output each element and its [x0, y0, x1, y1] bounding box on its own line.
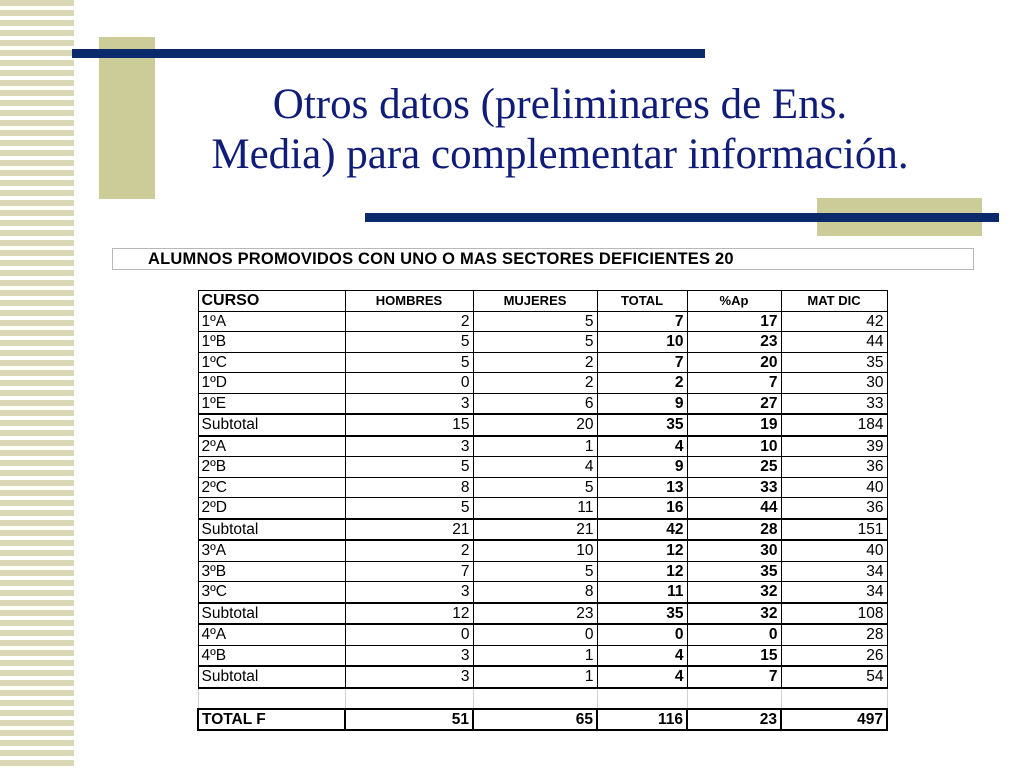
cell-ap: 15: [687, 645, 781, 666]
cell-total: 42: [597, 519, 687, 541]
cell-ap: 27: [687, 393, 781, 414]
cell-curso: [198, 688, 345, 709]
cell-matdic: 35: [781, 352, 887, 373]
table-row: [198, 624, 887, 645]
cell-total: 9: [597, 393, 687, 414]
cell-hombres: 3: [345, 666, 473, 688]
cell-mujeres: 2: [473, 373, 597, 394]
cell-hombres: 15: [345, 414, 473, 436]
cell-curso: Subtotal: [198, 603, 345, 625]
cell-mujeres: [473, 688, 597, 709]
cell-curso: 3ºB: [198, 561, 345, 582]
table-caption: [112, 248, 974, 270]
cell-mujeres: 10: [473, 540, 597, 561]
header-hombres: HOMBRES: [345, 291, 473, 312]
cell-hombres: 8: [345, 477, 473, 498]
cell-matdic: 36: [781, 498, 887, 519]
cell-matdic: 28: [781, 624, 887, 645]
cell-curso: 1ºA: [198, 311, 345, 332]
slide-title: [120, 80, 1000, 180]
cell-total: 4: [597, 436, 687, 457]
cell-curso: Subtotal: [198, 519, 345, 541]
subtotal-row: [198, 603, 887, 625]
cell-matdic: 40: [781, 477, 887, 498]
header-ap: %Ap: [687, 291, 781, 312]
cell-curso: Subtotal: [198, 414, 345, 436]
cell-mujeres: 5: [473, 332, 597, 353]
subtotal-row: [198, 666, 887, 688]
cell-hombres: 3: [345, 436, 473, 457]
cell-curso: 2ºA: [198, 436, 345, 457]
cell-total: [597, 688, 687, 709]
cell-hombres: 5: [345, 457, 473, 478]
cell-hombres: [345, 688, 473, 709]
slide-title-line2: Media) para complementar información.: [211, 131, 909, 178]
header-total: TOTAL: [597, 291, 687, 312]
cell-total: 10: [597, 332, 687, 353]
cell-hombres: 0: [345, 624, 473, 645]
cell-hombres: 0: [345, 373, 473, 394]
cell-mujeres: 1: [473, 645, 597, 666]
cell-ap: 7: [687, 666, 781, 688]
cell-matdic: 151: [781, 519, 887, 541]
cell-mujeres: 4: [473, 457, 597, 478]
cell-curso: 1ºC: [198, 352, 345, 373]
table-row: [198, 582, 887, 603]
slide-title-line1: Otros datos (preliminares de Ens.: [272, 81, 848, 128]
cell-total: 12: [597, 561, 687, 582]
decorative-stripes: [0, 0, 74, 768]
table-row: [198, 540, 887, 561]
cell-mujeres: 5: [473, 311, 597, 332]
cell-hombres: 3: [345, 582, 473, 603]
table-row: [198, 457, 887, 478]
cell-curso: 1ºD: [198, 373, 345, 394]
cell-ap: 35: [687, 561, 781, 582]
cell-ap: 23: [687, 332, 781, 353]
table-row: [198, 436, 887, 457]
cell-hombres: 51: [345, 709, 473, 731]
cell-matdic: [781, 688, 887, 709]
cell-matdic: 30: [781, 373, 887, 394]
cell-ap: 32: [687, 603, 781, 625]
cell-hombres: 5: [345, 498, 473, 519]
title-rule-bottom: [365, 213, 999, 222]
title-rule-top: [72, 49, 705, 58]
cell-mujeres: 8: [473, 582, 597, 603]
cell-matdic: 36: [781, 457, 887, 478]
table-row: [198, 352, 887, 373]
cell-total: 16: [597, 498, 687, 519]
cell-ap: 32: [687, 582, 781, 603]
cell-ap: 7: [687, 373, 781, 394]
table-row: [198, 373, 887, 394]
cell-total: 7: [597, 352, 687, 373]
cell-total: 35: [597, 414, 687, 436]
cell-hombres: 3: [345, 393, 473, 414]
cell-total: 12: [597, 540, 687, 561]
cell-curso: 2ºC: [198, 477, 345, 498]
cell-ap: 23: [687, 709, 781, 731]
cell-hombres: 2: [345, 540, 473, 561]
cell-matdic: 33: [781, 393, 887, 414]
cell-total: 7: [597, 311, 687, 332]
table-row: [198, 477, 887, 498]
header-matdic: MAT DIC: [781, 291, 887, 312]
table-row: [198, 645, 887, 666]
cell-hombres: 5: [345, 332, 473, 353]
cell-total: 11: [597, 582, 687, 603]
cell-hombres: 12: [345, 603, 473, 625]
cell-curso: 1ºB: [198, 332, 345, 353]
cell-mujeres: 5: [473, 561, 597, 582]
cell-total: 116: [597, 709, 687, 731]
cell-mujeres: 5: [473, 477, 597, 498]
cell-matdic: 497: [781, 709, 887, 731]
cell-matdic: 184: [781, 414, 887, 436]
cell-mujeres: 1: [473, 666, 597, 688]
subtotal-row: [198, 414, 887, 436]
cell-ap: [687, 688, 781, 709]
table-header-row: [198, 291, 887, 312]
cell-mujeres: 0: [473, 624, 597, 645]
cell-total: 4: [597, 645, 687, 666]
cell-matdic: 54: [781, 666, 887, 688]
cell-mujeres: 11: [473, 498, 597, 519]
total-row: [198, 709, 887, 731]
cell-hombres: 7: [345, 561, 473, 582]
cell-matdic: 39: [781, 436, 887, 457]
table-row: [198, 393, 887, 414]
cell-curso: 2ºB: [198, 457, 345, 478]
subtotal-row: [198, 519, 887, 541]
table-row: [198, 332, 887, 353]
cell-ap: 17: [687, 311, 781, 332]
cell-ap: 44: [687, 498, 781, 519]
cell-mujeres: 20: [473, 414, 597, 436]
cell-curso: 2ºD: [198, 498, 345, 519]
cell-total: 0: [597, 624, 687, 645]
cell-mujeres: 65: [473, 709, 597, 731]
header-curso: CURSO: [198, 291, 345, 312]
cell-curso: 1ºE: [198, 393, 345, 414]
cell-mujeres: 21: [473, 519, 597, 541]
cell-matdic: 26: [781, 645, 887, 666]
cell-curso: 4ºA: [198, 624, 345, 645]
cell-mujeres: 23: [473, 603, 597, 625]
spacer-row: [198, 688, 887, 709]
cell-total: 9: [597, 457, 687, 478]
cell-ap: 33: [687, 477, 781, 498]
cell-hombres: 21: [345, 519, 473, 541]
cell-ap: 10: [687, 436, 781, 457]
table-row: [198, 561, 887, 582]
table-row: [198, 498, 887, 519]
cell-matdic: 34: [781, 561, 887, 582]
cell-curso: 3ºA: [198, 540, 345, 561]
cell-total: 2: [597, 373, 687, 394]
cell-ap: 30: [687, 540, 781, 561]
header-mujeres: MUJERES: [473, 291, 597, 312]
cell-ap: 28: [687, 519, 781, 541]
cell-matdic: 108: [781, 603, 887, 625]
cell-total: 35: [597, 603, 687, 625]
cell-hombres: 2: [345, 311, 473, 332]
promoted-students-table: [197, 290, 888, 731]
cell-matdic: 40: [781, 540, 887, 561]
cell-matdic: 34: [781, 582, 887, 603]
cell-curso: Subtotal: [198, 666, 345, 688]
cell-curso: TOTAL F: [198, 709, 345, 731]
cell-matdic: 42: [781, 311, 887, 332]
cell-total: 4: [597, 666, 687, 688]
cell-ap: 19: [687, 414, 781, 436]
cell-mujeres: 2: [473, 352, 597, 373]
cell-mujeres: 1: [473, 436, 597, 457]
table-body: [198, 311, 887, 730]
cell-curso: 4ºB: [198, 645, 345, 666]
table-caption-text: ALUMNOS PROMOVIDOS CON UNO O MAS SECTORES DEFICIENTES 20: [148, 250, 734, 268]
cell-ap: 25: [687, 457, 781, 478]
cell-total: 13: [597, 477, 687, 498]
cell-mujeres: 6: [473, 393, 597, 414]
cell-hombres: 3: [345, 645, 473, 666]
cell-ap: 20: [687, 352, 781, 373]
cell-curso: 3ºC: [198, 582, 345, 603]
cell-ap: 0: [687, 624, 781, 645]
cell-matdic: 44: [781, 332, 887, 353]
cell-hombres: 5: [345, 352, 473, 373]
table-row: [198, 311, 887, 332]
